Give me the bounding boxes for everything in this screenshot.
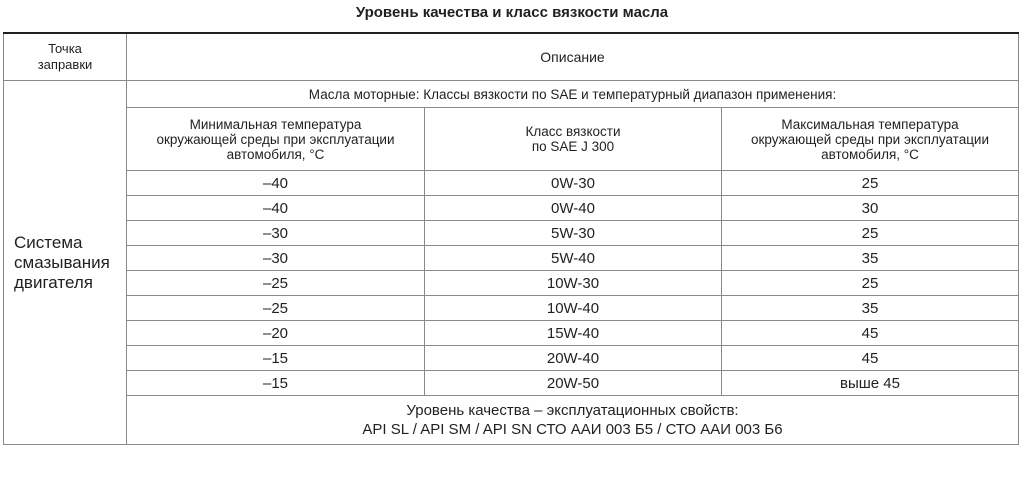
min-temp-cell: –20 [127,321,425,346]
station-cell [4,81,127,445]
viscosity-cell: 15W-40 [425,321,722,346]
station-line1: Система [14,232,83,252]
max-temp-cell: 35 [722,246,1019,271]
station-line3: двигателя [14,272,93,292]
viscosity-cell: 0W-40 [425,196,722,221]
quality-level-label: Уровень качества – эксплуатационных свойств: [406,402,739,419]
viscosity-cell: 10W-30 [425,271,722,296]
min-temp-line2: окружающей среды при эксплуатации [156,131,395,147]
viscosity-cell: 5W-40 [425,246,722,271]
max-temp-line2: окружающей среды при эксплуатации [750,131,990,147]
quality-level-cell [127,396,1019,445]
column-header-max-temp [722,108,1019,171]
table-row [4,246,1019,271]
table-row [4,371,1019,396]
table-row [4,196,1019,221]
table-row [4,321,1019,346]
max-temp-cell: выше 45 [722,371,1019,396]
max-temp-cell: 25 [722,221,1019,246]
table-row [4,271,1019,296]
min-temp-cell: –30 [127,246,425,271]
min-temp-cell: –15 [127,371,425,396]
max-temp-cell: 35 [722,296,1019,321]
max-temp-cell: 25 [722,171,1019,196]
min-temp-cell: –15 [127,346,425,371]
header-description: Описание [127,33,1019,81]
table-row [4,296,1019,321]
viscosity-cell: 0W-30 [425,171,722,196]
table-header-row [4,33,1019,81]
section-caption-row [4,81,1019,108]
viscosity-cell: 20W-50 [425,371,722,396]
column-header-min-temp [127,108,425,171]
table-row [4,221,1019,246]
viscosity-cell: 10W-40 [425,296,722,321]
min-temp-line1: Минимальная температура [189,116,362,132]
viscosity-cell: 20W-40 [425,346,722,371]
max-temp-line3: автомобиля, °С [821,146,919,162]
min-temp-cell: –40 [127,171,425,196]
min-temp-cell: –40 [127,196,425,221]
station-line2: смазывания [14,252,110,272]
header-station-line2: заправки [37,57,93,72]
section-caption: Масла моторные: Классы вязкости по SAE и температурный диапазон применения: [127,81,1019,108]
max-temp-cell: 45 [722,346,1019,371]
viscosity-line2: по SAE J 300 [531,139,615,154]
page-title: Уровень качества и класс вязкости масла [355,4,669,21]
table-row [4,171,1019,196]
column-header-row [4,108,1019,171]
viscosity-line1: Класс вязкости [525,124,621,139]
quality-level-standards: API SL / API SM / API SN СТО ААИ 003 Б5 / СТО ААИ 003 Б6 [362,421,783,438]
oil-spec-table [3,32,1019,445]
min-temp-cell: –30 [127,221,425,246]
max-temp-line1: Максимальная температура [781,116,959,132]
max-temp-cell: 45 [722,321,1019,346]
footer-row [4,396,1019,445]
table-row [4,346,1019,371]
min-temp-cell: –25 [127,296,425,321]
column-header-viscosity [425,108,722,171]
min-temp-cell: –25 [127,271,425,296]
max-temp-cell: 30 [722,196,1019,221]
min-temp-line3: автомобиля, °С [226,146,325,162]
header-station [4,33,127,81]
viscosity-cell: 5W-30 [425,221,722,246]
header-station-line1: Точка [48,41,82,56]
max-temp-cell: 25 [722,271,1019,296]
